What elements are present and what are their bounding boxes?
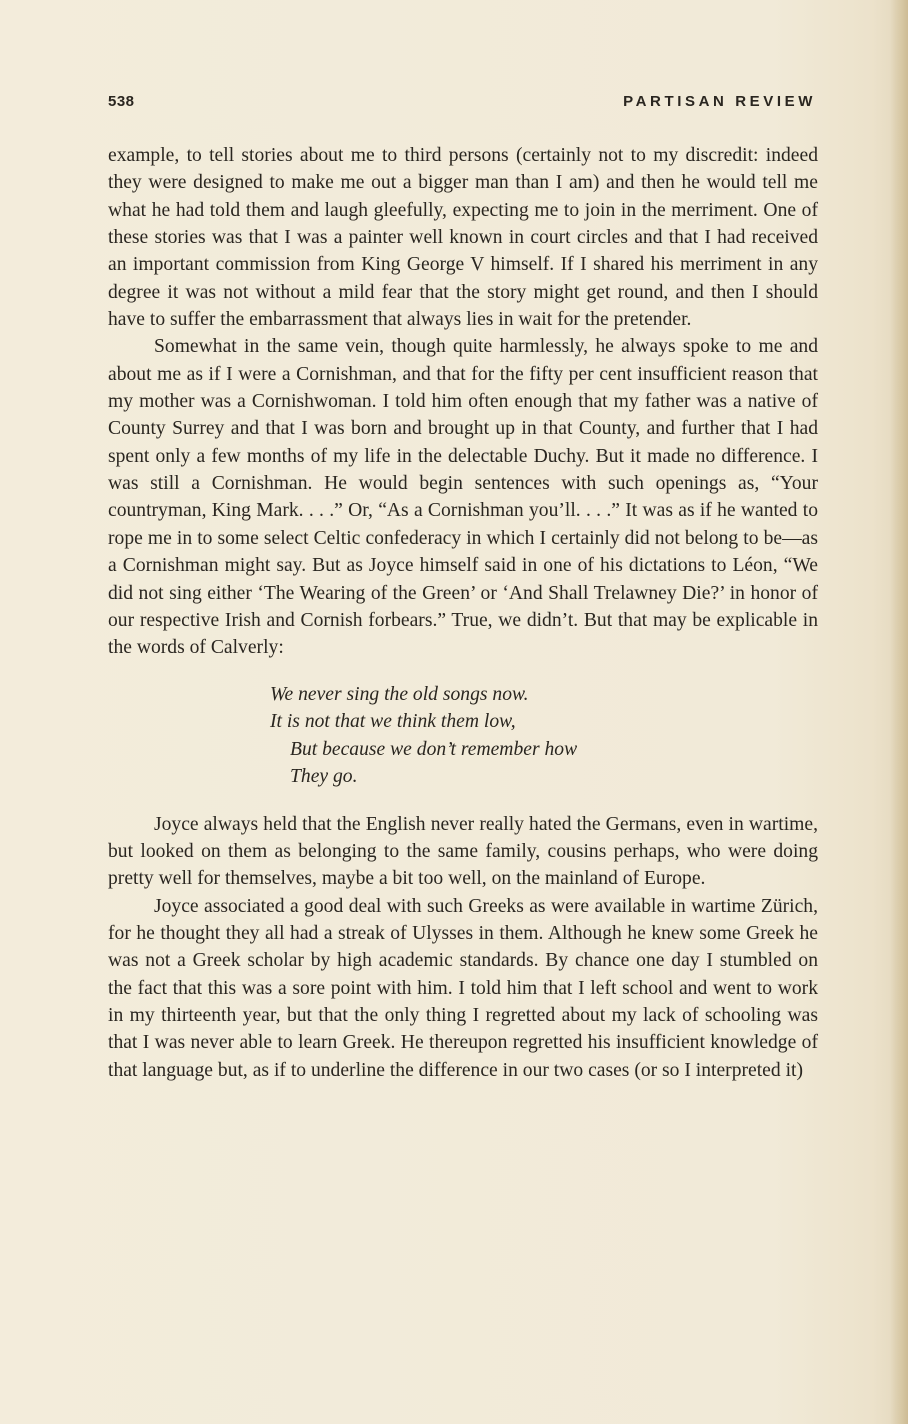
running-title: PARTISAN REVIEW (623, 93, 816, 110)
paragraph-1: example, to tell stories about me to third persons (certainly not to my discredit: indeed they were designed to make me out a bigger man than I am) and then he would tell me what he had told them and laugh gleefully, expecting me to join in the merriment. One of these stories was that I was a painter well known in court circles and that I had received an important commission from King George V himself. If I shared his merriment in any degree it was not without a mild fear that the story might get round, and then I should have to suffer the embarrassment that always lies in wait for the pretender. (108, 145, 818, 331)
paragraph-3: Joyce always held that the English never really hated the Germans, even in wartime, but looked on them as belonging to the same family, cousins perhaps, who were doing pretty well for themselves, maybe a bit too well, on the mainland of Europe. (108, 813, 818, 890)
body-text (108, 142, 818, 1084)
paragraph-2: Somewhat in the same vein, though quite harmlessly, he always spoke to me and about me as if I were a Cornishman, and that for the fifty per cent insufficient reason that my mother was a Cornishwoman. I told him often enough that my father was a native of County Surrey and that I was born and brought up in that County, and further that I had spent only a few months of my life in the delectable Duchy. But it made no difference. I was still a Cornishman. He would begin sentences with such openings as, “Your countryman, King Mark. . . .” Or, “As a Cornishman you’ll. . . .” It was as if he wanted to rope me in to some select Celtic confederacy in which I certainly did not belong to be—as a Cornishman might say. But as Joyce himself said in one of his dictations to Léon, “We did not sing either ‘The Wearing of the Green’ or ‘And Shall Trelawney Die?’ in honor of our respective Irish and Cornish forbears.” True, we didn’t. But that may be explicable in the words of Calverly: (108, 336, 818, 659)
poem-line-2: It is not that we think them low, (270, 711, 516, 733)
page-number: 538 (108, 93, 135, 110)
running-header (108, 93, 816, 117)
paragraph-4: Joyce associated a good deal with such Greeks as were available in wartime Zürich, for he thought they all had a streak of Ulysses in them. Although he knew some Greek he was not a Greek scholar by high academic standards. By chance one day I stumbled on the fact that this was a sore point with him. I told him that I left school and went to work in my thirteenth year, but that the only thing I regretted about my lack of schooling was that I was never able to learn Greek. He thereupon regretted his insufficient knowledge of that language but, as if to underline the difference in our two cases (or so I interpreted it) (108, 895, 818, 1081)
poem-quotation (270, 681, 818, 791)
poem-line-4: They go. (290, 766, 358, 788)
poem-line-1: We never sing the old songs now. (270, 683, 529, 705)
poem-line-3: But because we don’t remember how (290, 738, 578, 760)
page-spine-shadow (890, 0, 908, 1424)
